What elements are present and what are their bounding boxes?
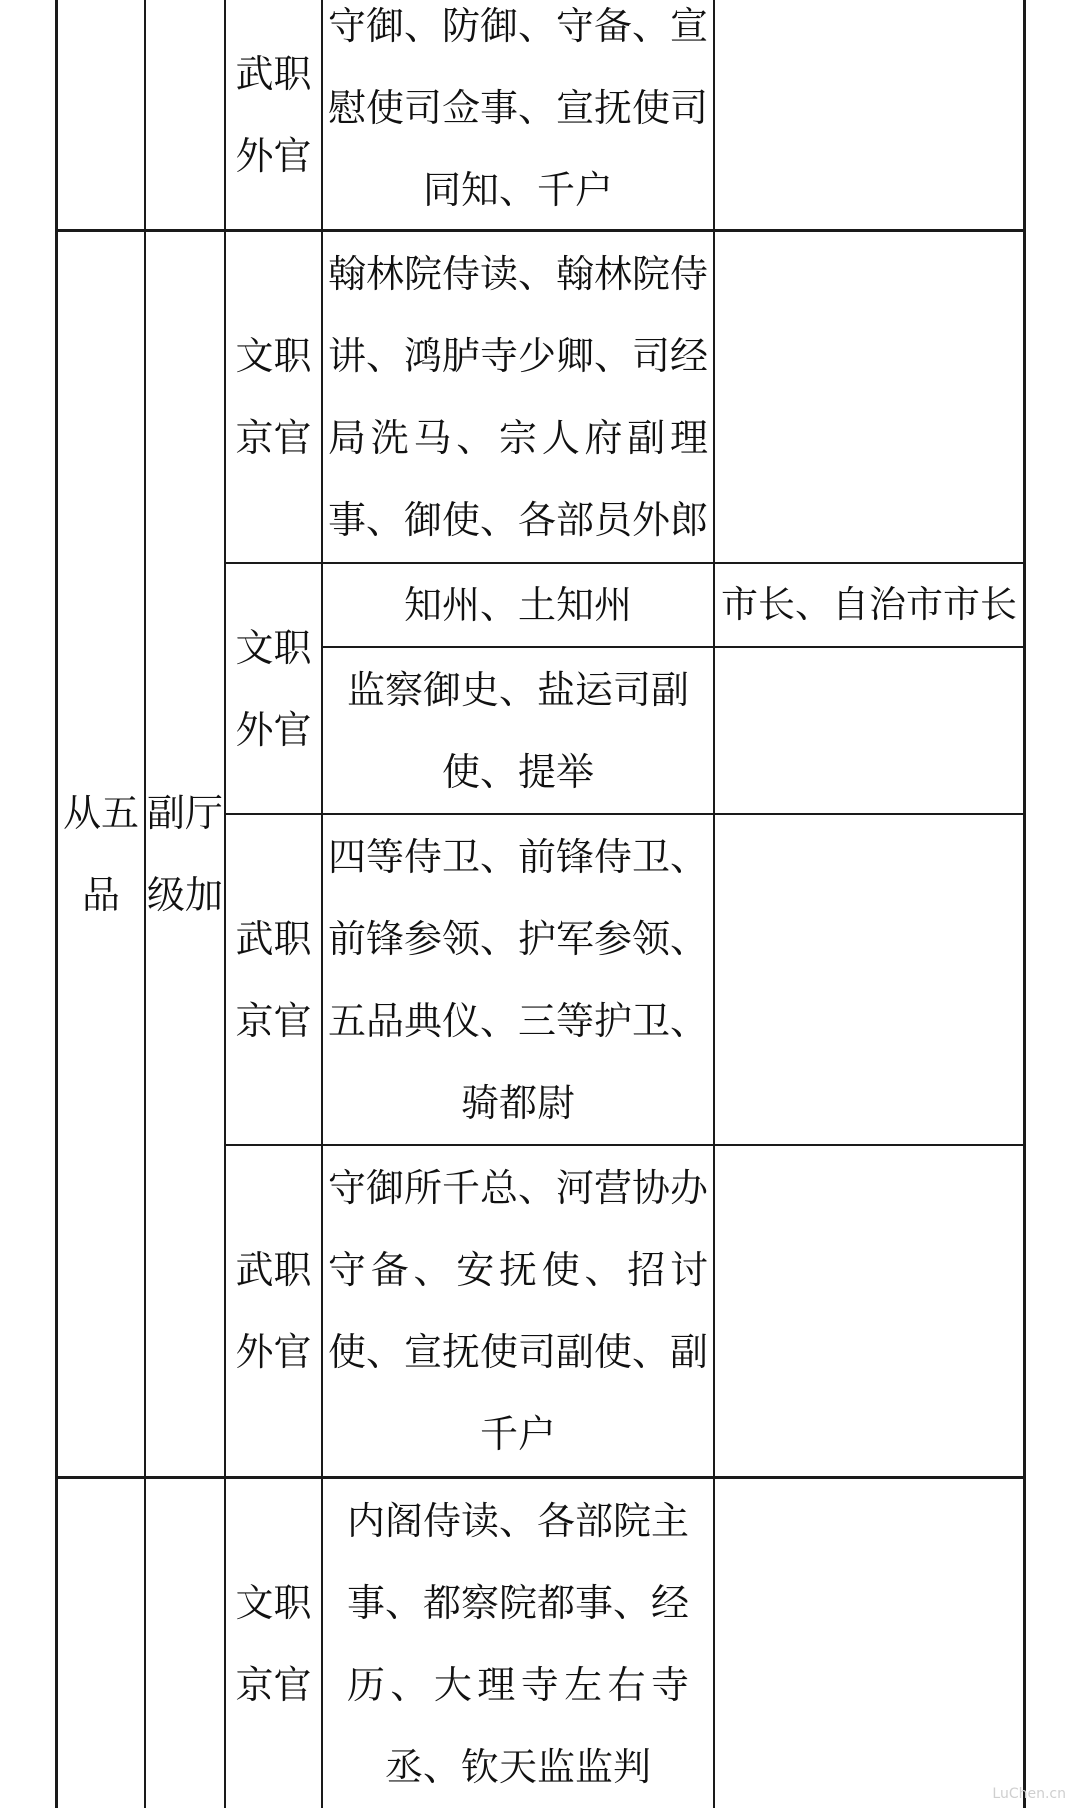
- cell-category: [226, 564, 321, 813]
- cell-positions: [323, 564, 713, 646]
- category-text: 文职京官: [235, 334, 312, 460]
- cell-modern: [715, 564, 1023, 646]
- cell-positions: [323, 648, 713, 813]
- cell-positions: [323, 232, 713, 562]
- positions-text: 四等侍卫、前锋侍卫、前锋参领、护军参领、五品典仪、三等护卫、骑都尉: [328, 834, 709, 1125]
- cell-positions: [323, 815, 713, 1144]
- border-right: [1023, 0, 1026, 1808]
- category-text: 武职京官: [235, 916, 312, 1043]
- cell-positions: [323, 1479, 713, 1808]
- cell-positions: [323, 1146, 713, 1476]
- category-text: 文职京官: [235, 1580, 312, 1707]
- category-text: 文职外官: [235, 625, 312, 752]
- cell-category: [226, 1479, 321, 1808]
- positions-text: 守御所千总、河营协办守备、安抚使、招讨使、宣抚使司副使、副千户: [328, 1166, 709, 1456]
- divider-positions: [713, 0, 715, 1808]
- positions-text: 监察御史、盐运司副使、提举: [347, 667, 690, 794]
- category-text: 武职外官: [235, 51, 312, 178]
- positions-text: 内阁侍读、各部院主事、都察院都事、经历、大理寺左右寺丞、钦天监监判: [347, 1498, 690, 1789]
- category-text: 武职外官: [235, 1248, 312, 1374]
- cell-positions: [323, 0, 713, 229]
- positions-text: 守御、防御、守备、宣慰使司佥事、宣抚使司同知、千户: [328, 3, 709, 212]
- positions-text: 知州、土知州: [403, 583, 632, 627]
- cell-category: [226, 815, 321, 1144]
- cell-category: [226, 0, 321, 229]
- cell-category: [226, 232, 321, 562]
- modern-text: 市长、自治市市长: [721, 583, 1017, 626]
- cell-grade: [58, 232, 144, 1476]
- level-text: 副厅级加: [146, 791, 223, 917]
- grade-text: 从五品: [62, 791, 139, 917]
- positions-text: 翰林院侍读、翰林院侍讲、鸿胪寺少卿、司经局洗马、宗人府副理事、御使、各部员外郎: [328, 252, 709, 542]
- cell-level: [146, 232, 224, 1476]
- watermark: LuChen.cn: [992, 1786, 1066, 1802]
- cell-category: [226, 1146, 321, 1476]
